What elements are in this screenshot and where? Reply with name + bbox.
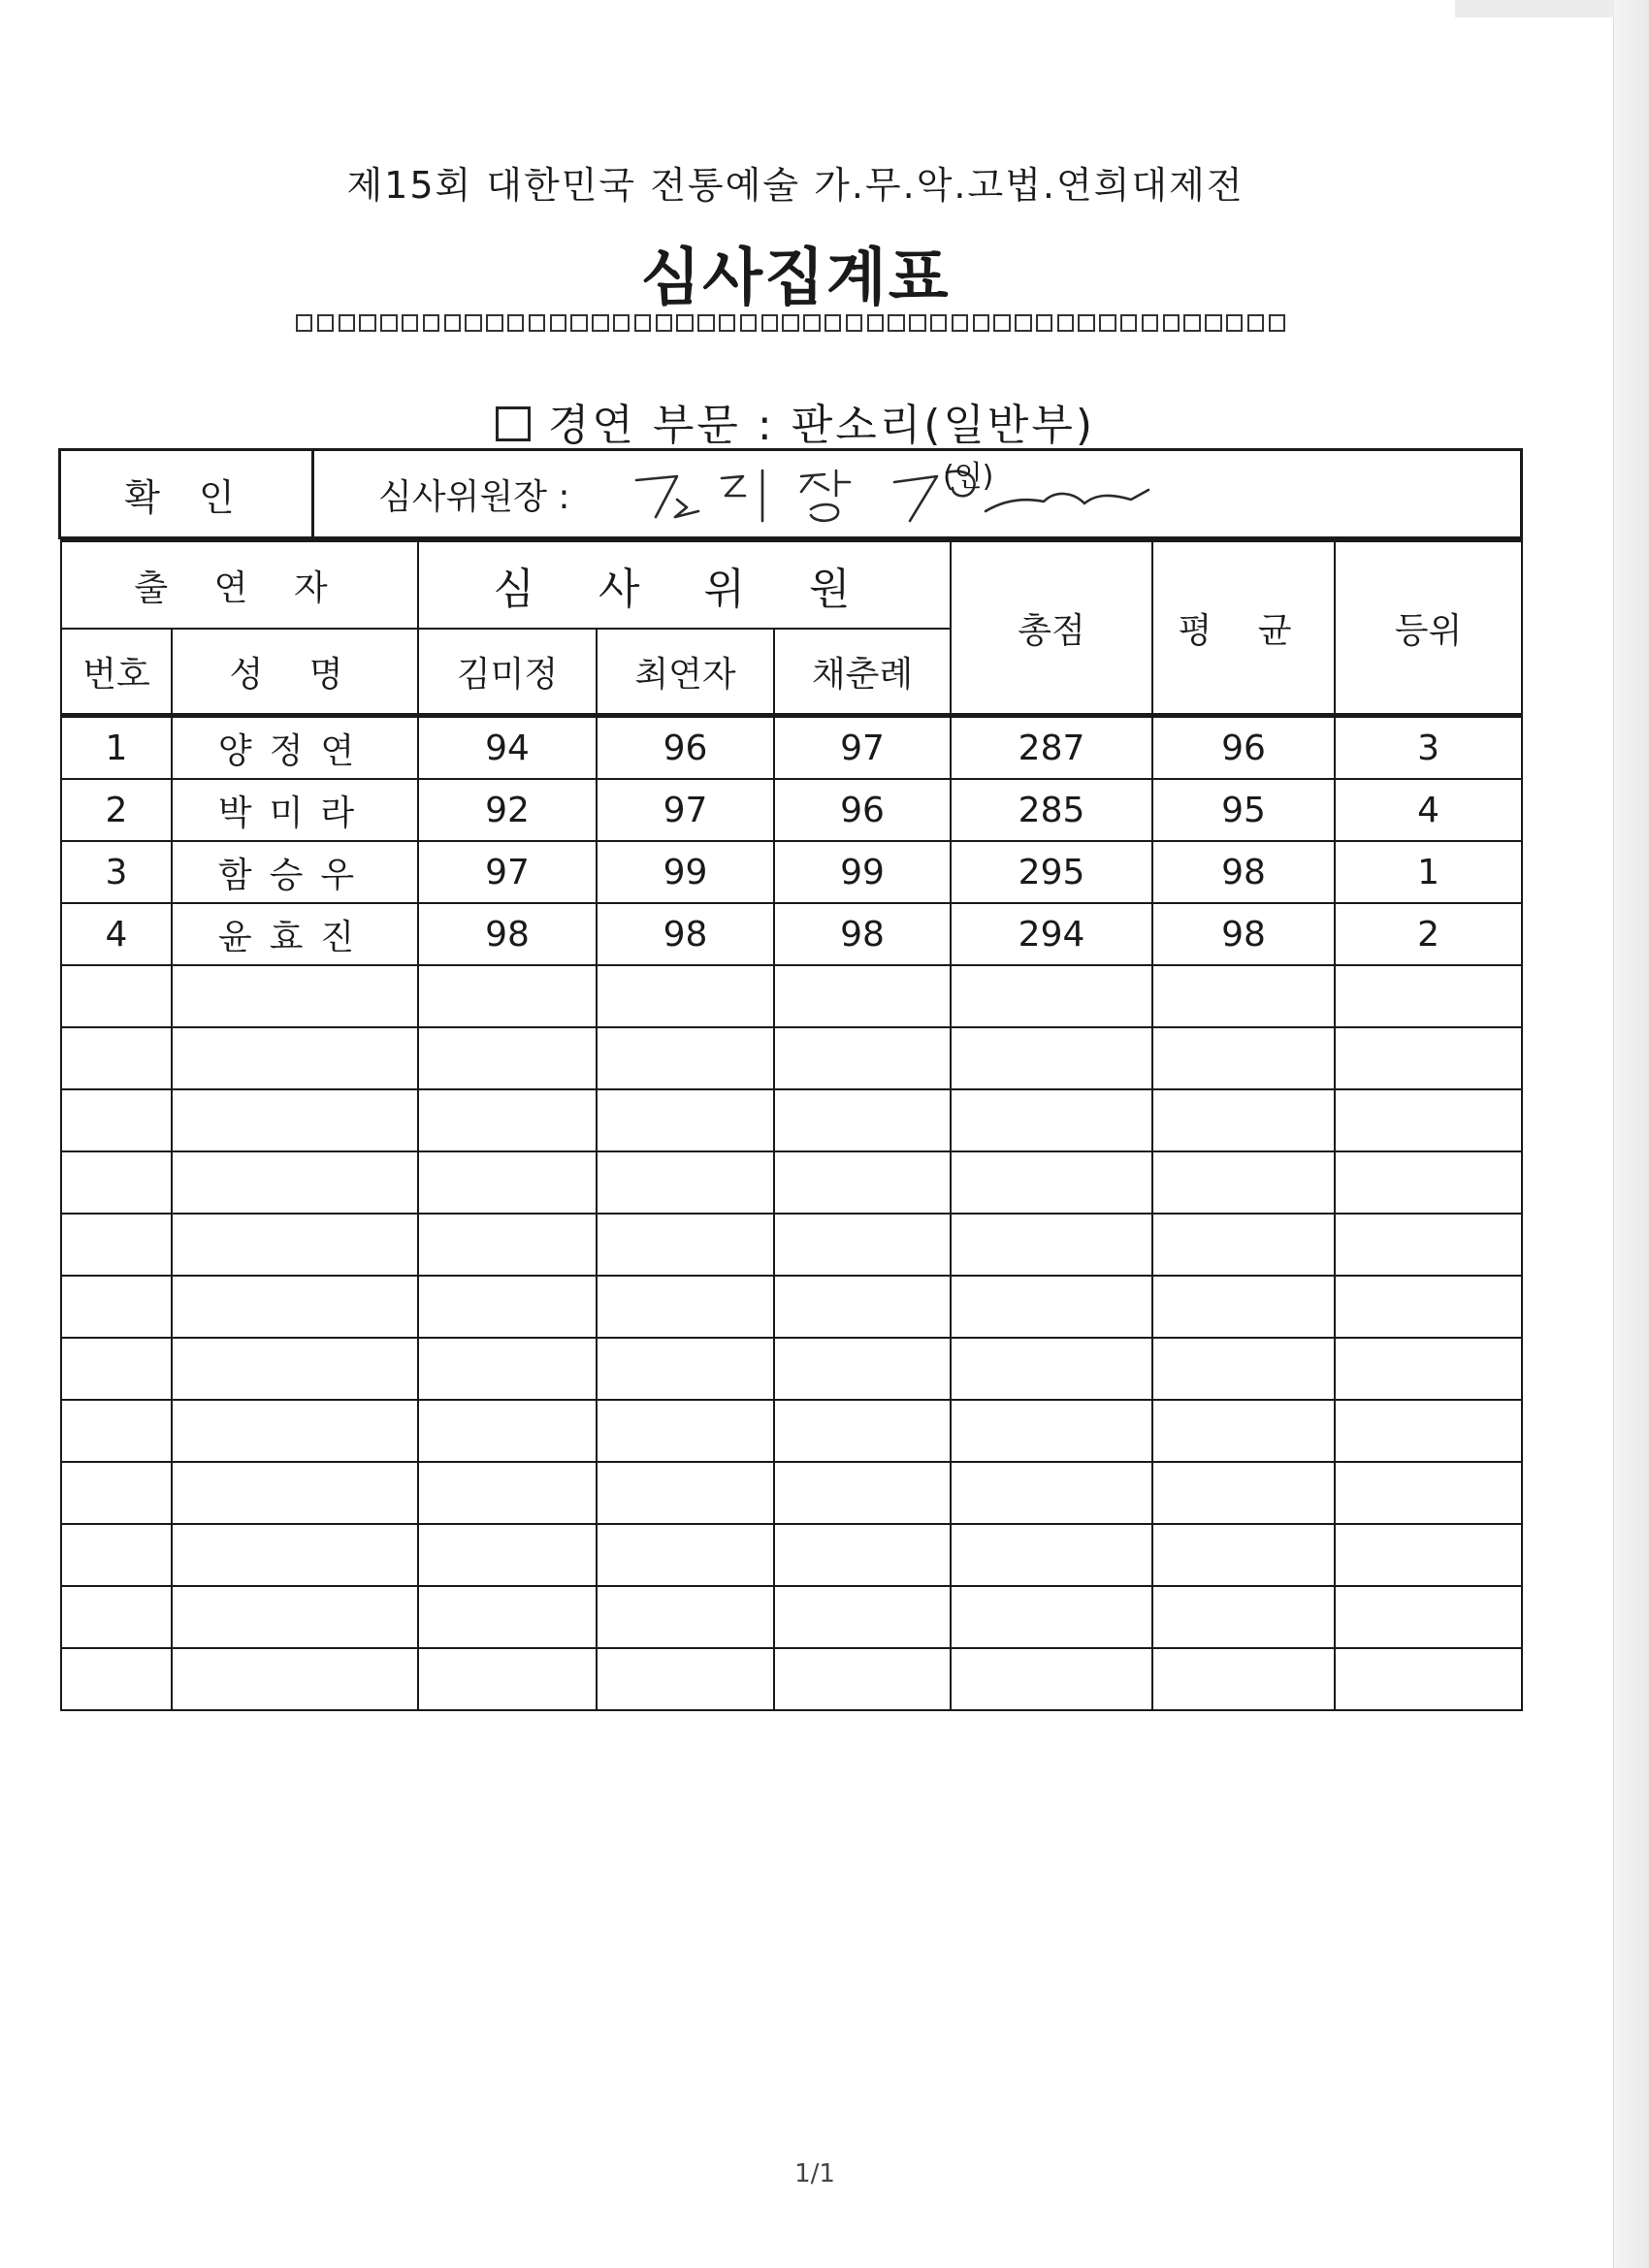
empty-cell: [951, 1400, 1152, 1462]
empty-cell: [597, 1648, 774, 1710]
handwritten-signature: [617, 453, 1199, 533]
empty-cell: [951, 1027, 1152, 1089]
empty-cell: [1152, 1276, 1335, 1338]
cell-average: 96: [1152, 716, 1335, 780]
small-square-icon: [803, 314, 820, 332]
header-judge-2: 최연자: [597, 629, 774, 716]
small-square-icon: [1163, 314, 1180, 332]
table-row: [61, 841, 1522, 903]
empty-cell: [597, 1214, 774, 1276]
header-average: 평 균: [1152, 540, 1335, 716]
empty-table-row: [61, 1462, 1522, 1524]
empty-cell: [774, 1089, 951, 1151]
empty-table-row: [61, 1400, 1522, 1462]
empty-cell: [1152, 1648, 1335, 1710]
cell-number: 2: [61, 779, 172, 841]
small-square-icon: [697, 314, 714, 332]
empty-cell: [418, 1648, 597, 1710]
empty-cell: [418, 1214, 597, 1276]
empty-cell: [1152, 1400, 1335, 1462]
empty-cell: [172, 1214, 418, 1276]
empty-cell: [1152, 1089, 1335, 1151]
small-square-icon: [1142, 314, 1158, 332]
cell-name: 박미라: [172, 779, 418, 841]
empty-cell: [172, 1524, 418, 1586]
empty-cell: [172, 1586, 418, 1648]
empty-cell: [61, 1151, 172, 1214]
empty-cell: [1335, 1027, 1522, 1089]
small-square-icon: [952, 314, 968, 332]
empty-cell: [172, 1648, 418, 1710]
cell-rank: 3: [1335, 716, 1522, 780]
empty-cell: [951, 1089, 1152, 1151]
cell-rank: 2: [1335, 903, 1522, 965]
empty-cell: [951, 1276, 1152, 1338]
header-performer-group: 출 연 자: [61, 540, 418, 629]
empty-cell: [418, 1400, 597, 1462]
table-row: [61, 779, 1522, 841]
empty-cell: [774, 1400, 951, 1462]
empty-cell: [597, 1524, 774, 1586]
empty-cell: [418, 1462, 597, 1524]
empty-cell: [597, 1027, 774, 1089]
empty-table-row: [61, 1089, 1522, 1151]
empty-cell: [951, 1524, 1152, 1586]
small-square-icon: [359, 314, 375, 332]
cell-number: 4: [61, 903, 172, 965]
small-square-icon: [1269, 314, 1285, 332]
small-square-icon: [824, 314, 841, 332]
empty-cell: [774, 1027, 951, 1089]
small-square-icon: [592, 314, 608, 332]
empty-table-row: [61, 1214, 1522, 1276]
table-row: [61, 716, 1522, 780]
cell-score-3: 96: [774, 779, 951, 841]
cell-score-3: 97: [774, 716, 951, 780]
small-square-icon: [570, 314, 587, 332]
empty-cell: [61, 1276, 172, 1338]
small-square-icon: [909, 314, 925, 332]
small-square-icon: [296, 314, 312, 332]
cell-score-3: 99: [774, 841, 951, 903]
empty-cell: [774, 1524, 951, 1586]
empty-cell: [1335, 1524, 1522, 1586]
empty-cell: [1152, 1027, 1335, 1089]
empty-table-row: [61, 1151, 1522, 1214]
confirm-label: 확 인: [61, 451, 314, 536]
empty-cell: [951, 1151, 1152, 1214]
small-square-icon: [930, 314, 947, 332]
cell-total: 287: [951, 716, 1152, 780]
empty-cell: [418, 1089, 597, 1151]
empty-cell: [774, 1586, 951, 1648]
empty-cell: [418, 1338, 597, 1400]
small-square-icon: [719, 314, 735, 332]
small-square-icon: [402, 314, 418, 332]
header-judge-3: 채춘례: [774, 629, 951, 716]
empty-cell: [61, 1462, 172, 1524]
empty-cell: [172, 1462, 418, 1524]
small-square-icon: [993, 314, 1010, 332]
category-text: 경연 부문 : 판소리(일반부): [547, 401, 1096, 450]
cell-score-2: 98: [597, 903, 774, 965]
empty-table-row: [61, 1586, 1522, 1648]
cell-score-2: 99: [597, 841, 774, 903]
small-square-icon: [550, 314, 566, 332]
empty-cell: [418, 1586, 597, 1648]
header-number: 번호: [61, 629, 172, 716]
empty-cell: [774, 1462, 951, 1524]
empty-cell: [951, 1462, 1152, 1524]
empty-cell: [172, 1089, 418, 1151]
empty-cell: [61, 1027, 172, 1089]
empty-cell: [172, 1027, 418, 1089]
empty-cell: [951, 1338, 1152, 1400]
small-square-icon: [1015, 314, 1031, 332]
empty-cell: [172, 1276, 418, 1338]
empty-cell: [172, 1400, 418, 1462]
empty-table-row: [61, 1338, 1522, 1400]
small-square-icon: [529, 314, 545, 332]
empty-cell: [1335, 1151, 1522, 1214]
cell-score-2: 96: [597, 716, 774, 780]
cell-score-2: 97: [597, 779, 774, 841]
cell-name: 함승우: [172, 841, 418, 903]
empty-cell: [597, 1586, 774, 1648]
empty-cell: [61, 1089, 172, 1151]
empty-cell: [1335, 965, 1522, 1027]
empty-cell: [61, 1524, 172, 1586]
small-square-icon: [888, 314, 904, 332]
small-square-icon: [676, 314, 693, 332]
small-square-icon: [1057, 314, 1074, 332]
empty-cell: [597, 965, 774, 1027]
cell-rank: 4: [1335, 779, 1522, 841]
cell-number: 1: [61, 716, 172, 780]
empty-cell: [61, 1214, 172, 1276]
header-rank: 등위: [1335, 540, 1522, 716]
cell-score-1: 94: [418, 716, 597, 780]
cell-score-3: 98: [774, 903, 951, 965]
empty-cell: [951, 965, 1152, 1027]
empty-cell: [951, 1214, 1152, 1276]
head-judge-cell: [314, 451, 1520, 536]
small-square-icon: [973, 314, 989, 332]
small-square-icon: [1120, 314, 1137, 332]
empty-cell: [597, 1089, 774, 1151]
small-square-icon: [507, 314, 524, 332]
seal-mark: (인): [943, 460, 994, 494]
empty-cell: [774, 1276, 951, 1338]
cell-name: 양정연: [172, 716, 418, 780]
cell-rank: 1: [1335, 841, 1522, 903]
empty-cell: [597, 1276, 774, 1338]
empty-table-row: [61, 965, 1522, 1027]
small-square-icon: [465, 314, 481, 332]
category-line: [0, 390, 1591, 452]
document-title: 심사집계표: [640, 243, 951, 314]
cell-name: 윤효진: [172, 903, 418, 965]
empty-cell: [1335, 1462, 1522, 1524]
small-square-icon: [486, 314, 502, 332]
empty-cell: [951, 1648, 1152, 1710]
empty-cell: [1335, 1214, 1522, 1276]
header-judge-1: 김미정: [418, 629, 597, 716]
small-square-icon: [613, 314, 630, 332]
scan-corner-shadow: [1455, 0, 1614, 17]
cell-total: 285: [951, 779, 1152, 841]
confirmation-bar: [58, 448, 1523, 539]
small-square-icon: [317, 314, 334, 332]
empty-cell: [61, 965, 172, 1027]
small-square-icon: [444, 314, 461, 332]
small-square-icon: [339, 314, 355, 332]
empty-cell: [418, 965, 597, 1027]
empty-cell: [418, 1151, 597, 1214]
small-square-icon: [867, 314, 884, 332]
cell-number: 3: [61, 841, 172, 903]
empty-cell: [774, 1151, 951, 1214]
cell-score-1: 98: [418, 903, 597, 965]
empty-cell: [1152, 1151, 1335, 1214]
empty-cell: [1335, 1648, 1522, 1710]
cell-average: 95: [1152, 779, 1335, 841]
empty-cell: [1335, 1276, 1522, 1338]
empty-cell: [597, 1338, 774, 1400]
small-square-icon: [1247, 314, 1264, 332]
empty-cell: [172, 965, 418, 1027]
empty-cell: [172, 1338, 418, 1400]
empty-cell: [1152, 1524, 1335, 1586]
score-table: [60, 538, 1523, 1711]
small-square-icon: [740, 314, 757, 332]
empty-cell: [1335, 1586, 1522, 1648]
empty-table-row: [61, 1027, 1522, 1089]
head-judge-label: 심사위원장 :: [378, 476, 570, 517]
small-square-icon: [380, 314, 397, 332]
empty-cell: [1335, 1338, 1522, 1400]
cell-average: 98: [1152, 903, 1335, 965]
empty-cell: [774, 1648, 951, 1710]
small-square-icon: [1099, 314, 1116, 332]
empty-cell: [61, 1586, 172, 1648]
empty-table-row: [61, 1648, 1522, 1710]
small-square-icon: [656, 314, 672, 332]
small-square-icon: [782, 314, 798, 332]
small-square-icon: [1036, 314, 1052, 332]
empty-cell: [418, 1276, 597, 1338]
cell-average: 98: [1152, 841, 1335, 903]
empty-cell: [418, 1027, 597, 1089]
table-row: [61, 903, 1522, 965]
small-square-icon: [1078, 314, 1094, 332]
small-square-icon: [423, 314, 439, 332]
empty-cell: [597, 1151, 774, 1214]
empty-cell: [172, 1151, 418, 1214]
empty-cell: [1335, 1089, 1522, 1151]
cell-score-1: 92: [418, 779, 597, 841]
header-total: 총점: [951, 540, 1152, 716]
page-number: 1/1: [794, 2159, 835, 2188]
small-square-icon: [1205, 314, 1221, 332]
empty-cell: [774, 1338, 951, 1400]
empty-cell: [597, 1462, 774, 1524]
empty-cell: [1335, 1400, 1522, 1462]
empty-cell: [1152, 1338, 1335, 1400]
empty-cell: [61, 1338, 172, 1400]
header-name: 성 명: [172, 629, 418, 716]
empty-cell: [1152, 1462, 1335, 1524]
cell-score-1: 97: [418, 841, 597, 903]
small-square-icon: [761, 314, 778, 332]
small-square-icon: [1183, 314, 1200, 332]
empty-cell: [951, 1586, 1152, 1648]
decorative-box-row: [296, 308, 1285, 336]
header-judges-group: 심 사 위 원: [418, 540, 951, 629]
empty-table-row: [61, 1276, 1522, 1338]
scan-page-edge: [1613, 0, 1649, 2268]
cell-total: 295: [951, 841, 1152, 903]
empty-cell: [774, 965, 951, 1027]
empty-cell: [597, 1400, 774, 1462]
empty-cell: [1152, 965, 1335, 1027]
empty-cell: [61, 1400, 172, 1462]
empty-cell: [418, 1524, 597, 1586]
empty-cell: [1152, 1214, 1335, 1276]
empty-cell: [774, 1214, 951, 1276]
empty-cell: [61, 1648, 172, 1710]
empty-table-row: [61, 1524, 1522, 1586]
event-title: 제15회 대한민국 전통예술 가.무.악.고법.연희대제전: [346, 164, 1245, 207]
small-square-icon: [1226, 314, 1243, 332]
checkbox-square-icon: [496, 406, 531, 441]
small-square-icon: [846, 314, 862, 332]
empty-cell: [1152, 1586, 1335, 1648]
cell-total: 294: [951, 903, 1152, 965]
small-square-icon: [634, 314, 651, 332]
